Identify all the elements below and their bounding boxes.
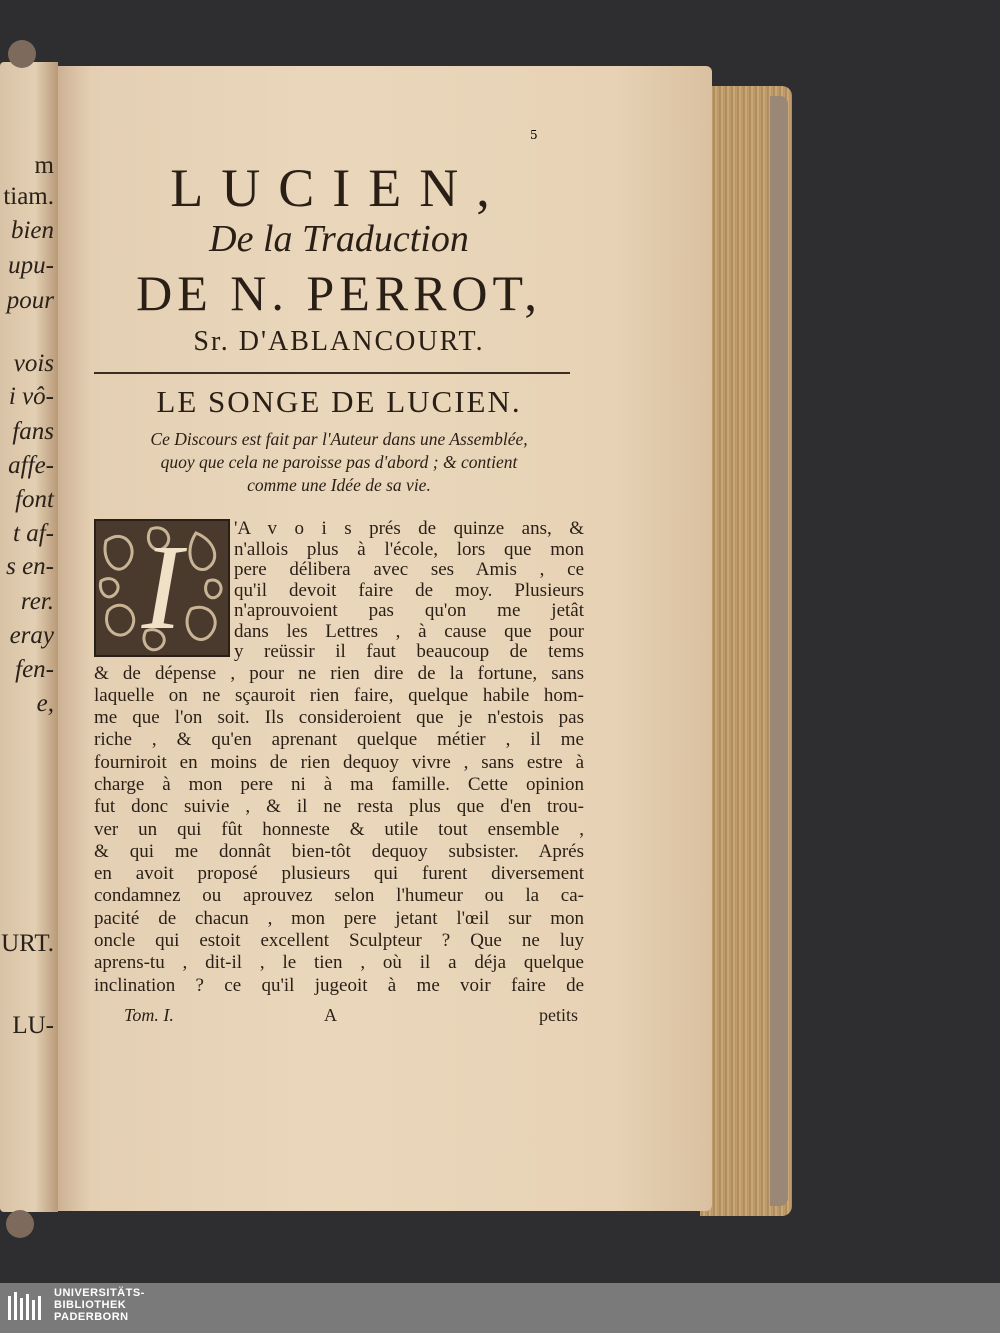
catchword: petits (539, 1004, 578, 1025)
drop-cap-letter: I (141, 520, 183, 655)
body-text-line: me que l'on soit. Ils consideroient que je n'estois pas (94, 707, 584, 729)
body-text-line: riche , & qu'en aprenant quelque métier , il me (94, 729, 584, 751)
library-logo-icon (8, 1292, 48, 1324)
translator-name: DE N. PERROT, (136, 265, 542, 321)
left-page-fragment: upu- (8, 252, 54, 279)
volume-number: Tom. I. (124, 1004, 174, 1025)
left-page-fragment: m (34, 152, 54, 179)
argument-line: Ce Discours est fait par l'Auteur dans une Assemblée, (150, 429, 528, 449)
left-page-fragment: font (15, 486, 54, 513)
signature-mark: A (324, 1004, 337, 1025)
library-footer-bar (0, 1283, 1000, 1333)
body-text-line: charge à mon pere ni à ma famille. Cette opinion (94, 773, 584, 795)
section-argument (94, 428, 584, 497)
left-page-fragment: rer. (20, 588, 54, 615)
page-footer (94, 1005, 584, 1031)
left-page-fragment: tiam. (3, 183, 54, 210)
left-page-fragment: e, (36, 690, 54, 717)
library-name-line: PADERBORN (54, 1311, 129, 1323)
left-page-fragment: fans (12, 418, 54, 445)
page-signature: 5 (530, 128, 538, 142)
body-text-line: n'allois plus à l'école, lors que mon (234, 538, 584, 560)
title-rule (94, 372, 570, 374)
book-subtitle: De la Traduction (209, 218, 469, 260)
library-name-line: UNIVERSITÄTS- (54, 1287, 145, 1299)
body-text-line: laquelle on ne sçauroit rien faire, quelque habile hom- (94, 684, 584, 706)
body-text-line: inclination ? ce qu'il jugeoit à me voir faire de (94, 974, 584, 996)
book-title: LUCIEN, (170, 158, 508, 218)
left-page-fragment: fen- (15, 656, 54, 683)
left-page-fragment: t af- (13, 520, 54, 547)
body-text-line: ver un qui fût honneste & utile tout ensemble , (94, 818, 584, 840)
body-text-line: oncle qui estoit excellent Sculpteur ? Que ne luy (94, 930, 584, 952)
argument-line: quoy que cela ne paroisse pas d'abord ; & contient (160, 452, 518, 472)
body-text-line: 'A v o i s prés de quinze ans, & (234, 518, 584, 539)
body-text-line: condamnez ou aprouvez selon l'humeur ou la ca- (94, 885, 584, 907)
book-cover-edge (770, 96, 788, 1206)
body-text-line: fourniroit en moins de rien dequoy vivre , sans estre à (94, 751, 584, 773)
previous-page (0, 62, 58, 1212)
body-text-line: fut donc suivie , & il ne resta plus que d'en trou- (94, 796, 584, 818)
left-page-fragment: bien (10, 217, 54, 244)
body-text-line: pere délibera avec ses Amis , ce (234, 559, 584, 580)
body-text-line: & de dépense , pour ne rien dire de la fortune, sans (94, 662, 584, 684)
section-heading: LE SONGE DE LUCIEN. (156, 384, 522, 419)
left-page-fragment: LU- (12, 1012, 54, 1039)
library-name-line: BIBLIOTHEK (54, 1299, 127, 1311)
body-text-line: pacité de chacun , mon pere jetant l'œil sur mon (94, 907, 584, 929)
left-page-fragment: i vô- (8, 383, 54, 410)
left-page-fragment: vois (13, 350, 54, 377)
left-page-fragment: affe- (8, 452, 54, 479)
body-text-line: y reüssir il faut beaucoup de tems (234, 641, 584, 662)
body-text-line: dans les Lettres , à cause que pour (234, 620, 584, 642)
body-text (94, 519, 584, 1031)
translator-title: Sr. D'ABLANCOURT. (193, 326, 485, 357)
body-text-line: aprens-tu , dit-il , le tien , où il a déja quelque (94, 952, 584, 974)
left-page-fragment: URT. (1, 930, 54, 957)
book-page (58, 66, 712, 1211)
body-text-line: n'aprouvoient pas qu'on me jetât (234, 600, 584, 621)
left-page-fragment: eray (9, 622, 54, 649)
body-text-line: & qui me donnât bien-tôt dequoy subsister. Aprés (94, 840, 584, 862)
binding-corner-top (8, 40, 36, 68)
binding-corner-bottom (6, 1210, 34, 1238)
page-content (94, 126, 584, 1031)
body-text-line: qu'il devoit faire de moy. Plusieurs (234, 579, 584, 601)
body-text-line: en avoit proposé plusieurs qui furent diversement (94, 863, 584, 885)
left-page-fragment: s en- (6, 553, 54, 580)
library-name (54, 1287, 145, 1323)
argument-line: comme une Idée de sa vie. (247, 475, 431, 495)
ornamental-drop-cap (94, 519, 230, 657)
left-page-fragment: pour (6, 287, 54, 314)
